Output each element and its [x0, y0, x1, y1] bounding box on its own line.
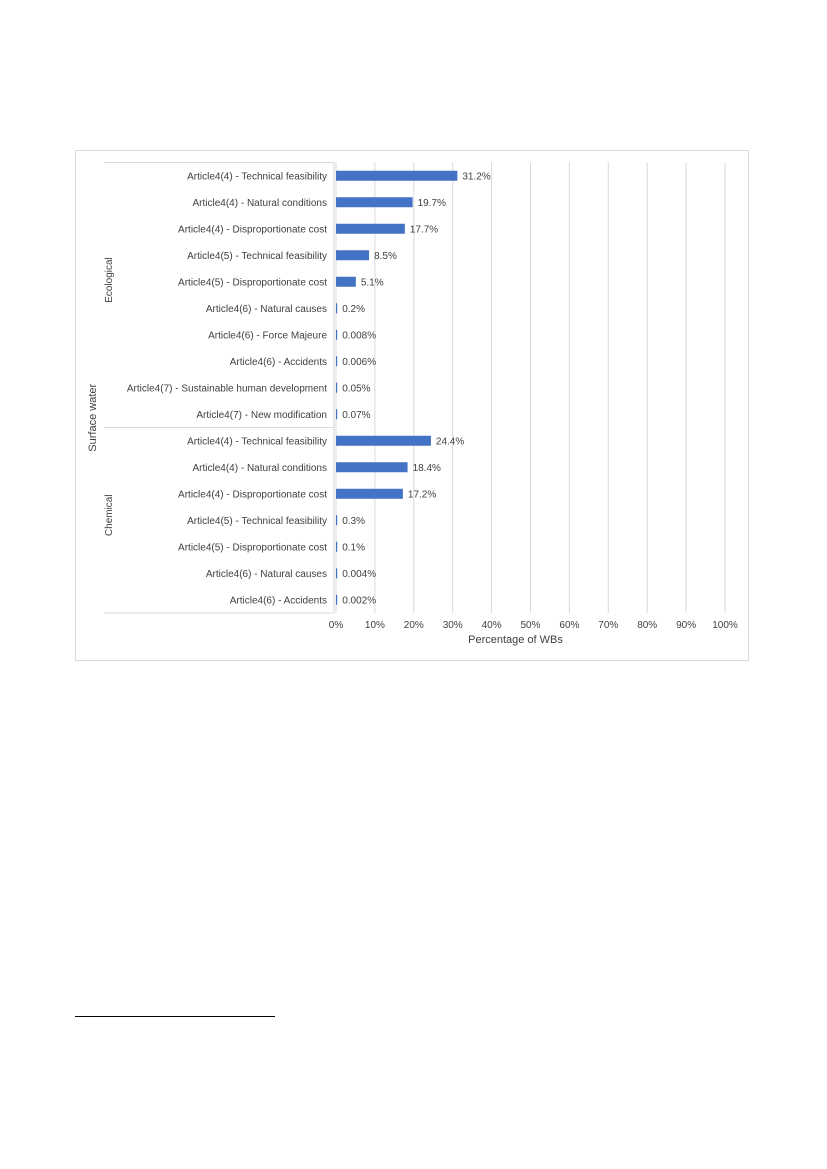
x-tick-label-90pct: 90% — [676, 620, 697, 631]
bar-ecological-7 — [336, 356, 337, 366]
bar-chemical-0 — [336, 436, 431, 446]
category-label-chemical-0: Article4(4) - Technical feasibility — [187, 436, 327, 448]
x-axis-title: Percentage of WBs — [468, 634, 563, 646]
bar-ecological-5 — [336, 303, 337, 313]
data-label-chemical-1: 18.4% — [412, 462, 441, 474]
x-tick-label-20pct: 20% — [403, 620, 424, 631]
category-label-chemical-2: Article4(4) - Disproportionate cost — [178, 489, 327, 501]
data-label-ecological-0: 31.2% — [462, 171, 491, 183]
category-label-ecological-8: Article4(7) - Sustainable human development — [126, 383, 327, 395]
bar-ecological-9 — [336, 409, 337, 419]
category-label-ecological-1: Article4(4) - Natural conditions — [192, 197, 327, 209]
category-label-ecological-3: Article4(5) - Technical feasibility — [187, 250, 327, 262]
data-label-chemical-6: 0.002% — [342, 595, 377, 607]
data-label-ecological-9: 0.07% — [342, 409, 371, 421]
category-label-chemical-1: Article4(4) - Natural conditions — [192, 462, 327, 474]
category-label-ecological-7: Article4(6) - Accidents — [229, 356, 327, 368]
data-label-ecological-4: 5.1% — [360, 277, 384, 289]
x-tick-label-40pct: 40% — [481, 620, 502, 631]
bar-ecological-2 — [336, 224, 405, 234]
category-label-chemical-4: Article4(5) - Disproportionate cost — [178, 542, 327, 554]
data-label-ecological-3: 8.5% — [374, 250, 397, 262]
category-label-ecological-0: Article4(4) - Technical feasibility — [187, 171, 327, 183]
group-label-ecological: Ecological — [104, 257, 115, 303]
data-label-chemical-5: 0.004% — [342, 568, 377, 580]
bar-ecological-6 — [336, 330, 337, 340]
x-tick-label-70pct: 70% — [598, 620, 619, 631]
bar-ecological-0 — [336, 171, 457, 181]
category-label-ecological-4: Article4(5) - Disproportionate cost — [178, 277, 327, 289]
x-tick-label-60pct: 60% — [559, 620, 580, 631]
x-tick-label-0pct: 0% — [328, 620, 344, 631]
bar-chemical-6 — [336, 595, 337, 605]
category-label-ecological-6: Article4(6) - Force Majeure — [208, 330, 327, 342]
data-label-ecological-5: 0.2% — [342, 303, 365, 315]
data-label-ecological-1: 19.7% — [417, 197, 446, 209]
data-label-chemical-2: 17.2% — [407, 489, 437, 501]
bar-chemical-2 — [336, 489, 403, 499]
x-tick-label-30pct: 30% — [442, 620, 463, 631]
outer-group-label: Surface water — [87, 383, 99, 452]
bar-chemical-4 — [336, 542, 337, 552]
category-label-ecological-5: Article4(6) - Natural causes — [205, 303, 327, 315]
bar-ecological-8 — [336, 383, 337, 393]
category-label-ecological-2: Article4(4) - Disproportionate cost — [178, 224, 327, 236]
category-label-chemical-6: Article4(6) - Accidents — [229, 595, 327, 607]
x-tick-label-10pct: 10% — [364, 620, 385, 631]
bar-ecological-3 — [336, 250, 369, 260]
data-label-ecological-7: 0.006% — [342, 356, 377, 368]
bar-chart — [76, 151, 748, 660]
x-tick-label-50pct: 50% — [520, 620, 541, 631]
data-label-ecological-6: 0.008% — [342, 330, 377, 342]
category-label-chemical-3: Article4(5) - Technical feasibility — [187, 515, 327, 527]
bar-ecological-4 — [336, 277, 356, 287]
chart-frame — [75, 150, 749, 661]
data-label-ecological-2: 17.7% — [409, 224, 439, 236]
data-label-chemical-0: 24.4% — [435, 436, 465, 448]
data-label-ecological-8: 0.05% — [342, 383, 371, 395]
data-label-chemical-3: 0.3% — [342, 515, 365, 527]
footnote-separator — [75, 1016, 275, 1017]
bar-ecological-1 — [336, 197, 413, 207]
bar-chemical-5 — [336, 568, 337, 578]
x-tick-label-100pct: 100% — [712, 620, 738, 631]
bar-chemical-1 — [336, 462, 408, 472]
category-label-ecological-9: Article4(7) - New modification — [196, 409, 327, 421]
group-label-chemical: Chemical — [104, 494, 115, 537]
category-label-chemical-5: Article4(6) - Natural causes — [205, 568, 327, 580]
bar-chemical-3 — [336, 515, 337, 525]
data-label-chemical-4: 0.1% — [342, 542, 365, 554]
x-tick-label-80pct: 80% — [637, 620, 658, 631]
